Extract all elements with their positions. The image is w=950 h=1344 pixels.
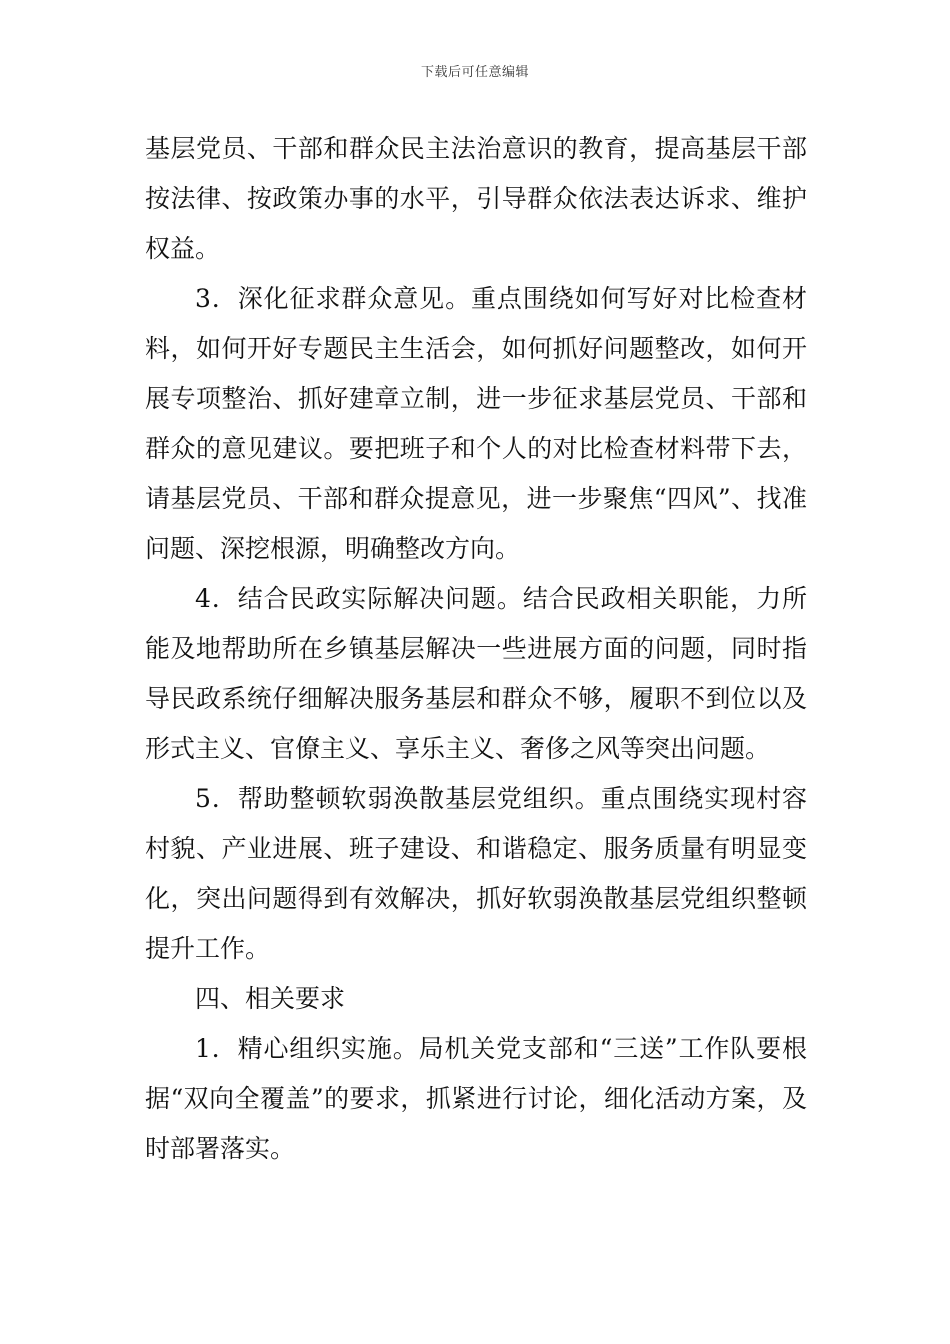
paragraph-item-5: 5．帮助整顿软弱涣散基层党组织。重点围绕实现村容村貌、产业进展、班子建设、和谐稳定、服务质量有明显变化，突出问题得到有效解决，抓好软弱涣散基层党组织整顿提升工作。 <box>145 784 807 963</box>
paragraph-continuation: 基层党员、干部和群众民主法治意识的教育，提高基层干部按法律、按政策办事的水平，引导群众依法表达诉求、维护权益。 <box>145 134 807 263</box>
section-heading: 四、相关要求 <box>195 984 346 1013</box>
paragraph-item-4: 4．结合民政实际解决问题。结合民政相关职能，力所能及地帮助所在乡镇基层解决一些进展方面的问题，同时指导民政系统仔细解决服务基层和群众不够，履职不到位以及形式主义、官僚主义、享乐主义、奢侈之风等突出问题。 <box>145 584 807 763</box>
paragraph-item-3: 3．深化征求群众意见。重点围绕如何写好对比检查材料，如何开好专题民主生活会，如何抓好问题整改，如何开展专项整治、抓好建章立制，进一步征求基层党员、干部和群众的意见建议。要把班子和个人的对比检查材料带下去，请基层党员、干部和群众提意见，进一步聚焦“四风”、找准问题、深挖根源，明确整改方向。 <box>145 284 807 563</box>
page-header: 下载后可任意编辑 <box>420 65 529 80</box>
paragraph-requirement-1: 1．精心组织实施。局机关党支部和“三送”工作队要根据“双向全覆盖”的要求，抓紧进行讨论，细化活动方案，及时部署落实。 <box>145 1034 807 1163</box>
document-body <box>145 124 807 1174</box>
